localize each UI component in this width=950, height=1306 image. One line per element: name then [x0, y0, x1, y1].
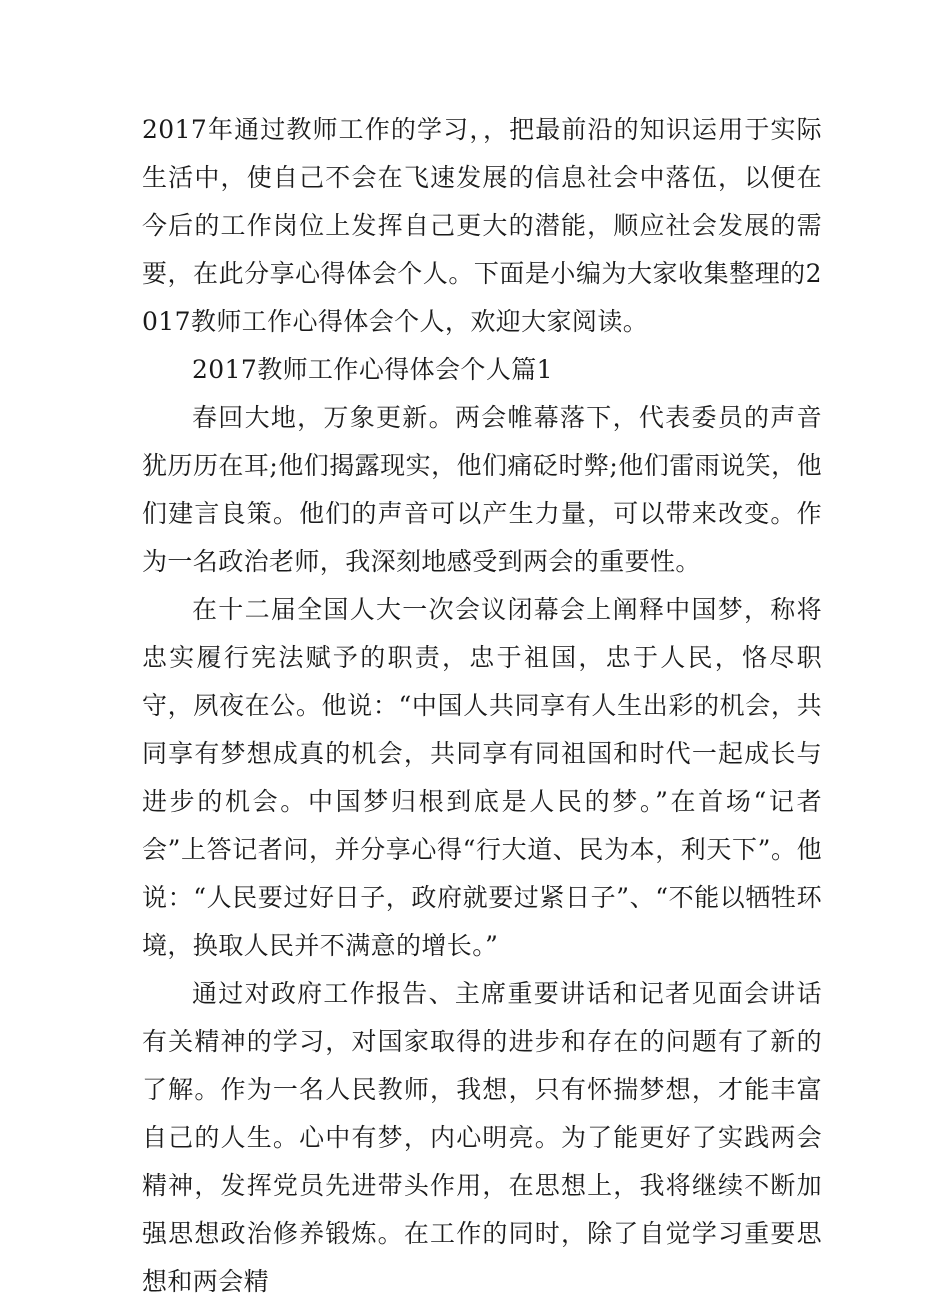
section-heading: 2017教师工作心得体会个人篇1 [192, 355, 553, 384]
intro-paragraph: 2017年通过教师工作的学习，，把最前沿的知识运用于实际生活中，使自己不会在飞速发展的信息社会中落伍，以便在今后的工作岗位上发挥自己更大的潜能，顺应社会发展的需要，在此分享心得体会个人。下面是小编为大家收集整理的2017教师工作心得体会个人，欢迎大家阅读。 [142, 115, 822, 336]
document-body [142, 106, 822, 1306]
body-paragraph-3: 通过对政府工作报告、主席重要讲话和记者见面会讲话有关精神的学习，对国家取得的进步和存在的问题有了新的了解。作为一名人民教师，我想，只有怀揣梦想，才能丰富自己的人生。心中有梦，内心明亮。为了能更好了实践两会精神，发挥党员先进带头作用，在思想上，我将继续不断加强思想政治修养锻炼。在工作的同时，除了自觉学习重要思想和两会精 [142, 979, 822, 1296]
body-paragraph-1: 春回大地，万象更新。两会帷幕落下，代表委员的声音犹历历在耳;他们揭露现实，他们痛砭时弊;他们雷雨说笑，他们建言良策。他们的声音可以产生力量，可以带来改变。作为一名政治老师，我深刻地感受到两会的重要性。 [142, 403, 822, 576]
body-paragraph-2: 在十二届全国人大一次会议闭幕会上阐释中国梦，称将忠实履行宪法赋予的职责，忠于祖国，忠于人民，恪尽职守，夙夜在公。他说：“中国人共同享有人生出彩的机会，共同享有梦想成真的机会，共同享有同祖国和时代一起成长与进步的机会。中国梦归根到底是人民的梦。”在首场“记者会”上答记者问，并分享心得“行大道、民为本，利天下”。他说：“人民要过好日子，政府就要过紧日子”、“不能以牺牲环境，换取人民并不满意的增长。” [142, 595, 822, 960]
